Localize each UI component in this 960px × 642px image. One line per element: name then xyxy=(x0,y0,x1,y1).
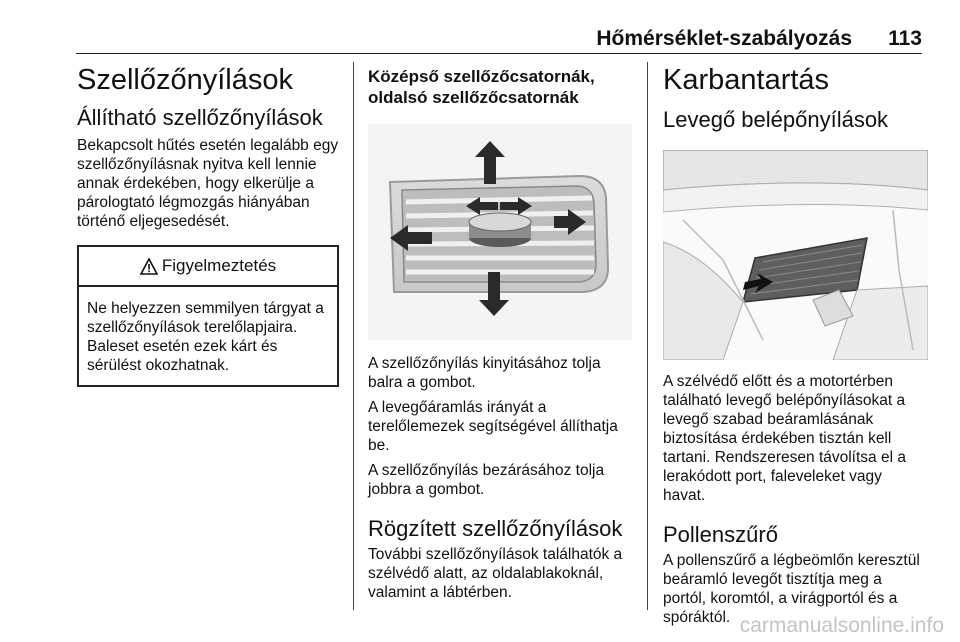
column-2 xyxy=(368,60,632,602)
vent-illustration xyxy=(368,124,632,340)
subheading-fixed-vents: Rögzített szellőzőnyílások xyxy=(368,516,623,541)
section-heading-vents: Szellőzőnyílások xyxy=(77,64,293,96)
air-vent-drawing xyxy=(368,124,632,340)
warning-body xyxy=(79,287,337,385)
air-intake-illustration xyxy=(663,150,928,360)
paragraph-airflow-direction: A levegőáramlás irányát a terelőlemezek segítségével állíthatja be. xyxy=(368,399,618,454)
page-number: 113 xyxy=(888,27,922,50)
header-title: Hőmérséklet-szabályozás xyxy=(596,27,852,50)
header-rule xyxy=(76,53,922,54)
warning-text: Ne helyezzen semmilyen tárgyat a szellőzőnyílások terelőlapjaira. Baleset esetén ezek kárt és sérülést okozhatnak. xyxy=(87,300,324,374)
watermark: carmanualsonline.info xyxy=(739,614,944,637)
column-divider-1 xyxy=(353,62,354,610)
paragraph-open-vent: A szellőzőnyílás kinyitásához tolja balra a gombot. xyxy=(368,355,601,391)
subheading-adjustable-vents: Állítható szellőzőnyílások xyxy=(77,105,323,130)
warning-title: Figyelmeztetés xyxy=(161,256,277,275)
paragraph-pollen-filter: A pollenszűrő a légbeömlőn keresztül beáramló levegőt tisztítja meg a portól, koromtól, a virágportól és a spóráktól. xyxy=(663,552,920,626)
engine-bay-drawing xyxy=(663,150,928,360)
warning-box xyxy=(77,245,339,387)
paragraph-adjustable-vents: Bekapcsolt hűtés esetén legalább egy szellőzőnyílásnak nyitva kell lennie annak érdekében, hogy elkerülje a párologtató légmozgás hiányában történő eljegesedését. xyxy=(77,137,339,230)
subheading-air-intake: Levegő belépőnyílások xyxy=(663,107,889,132)
paragraph-air-intake: A szélvédő előtt és a motortérben található levegő belépőnyílásokat a levegő szabad beáramlásának biztosítása érdekében tisztán kell tartani. Rendszeresen távolítsa el a lerakódott port, faleveleket vagy havat. xyxy=(663,373,906,504)
warning-triangle-icon xyxy=(140,258,158,275)
column-1 xyxy=(77,60,339,387)
paragraph-fixed-vents: További szellőzőnyílások találhatók a szélvédő alatt, az oldalablakoknál, valamint a lábtérben. xyxy=(368,546,623,601)
subheading-pollen-filter: Pollenszűrő xyxy=(663,522,778,547)
warning-header xyxy=(79,247,337,287)
column-divider-2 xyxy=(647,62,648,610)
column-3 xyxy=(663,60,928,627)
subheading-central-side-vents: Középső szellőzőcsatornák, oldalsó szellőzőcsatornák xyxy=(368,67,595,107)
paragraph-close-vent: A szellőzőnyílás bezárásához tolja jobbra a gombot. xyxy=(368,462,605,498)
section-heading-maintenance: Karbantartás xyxy=(663,64,830,96)
